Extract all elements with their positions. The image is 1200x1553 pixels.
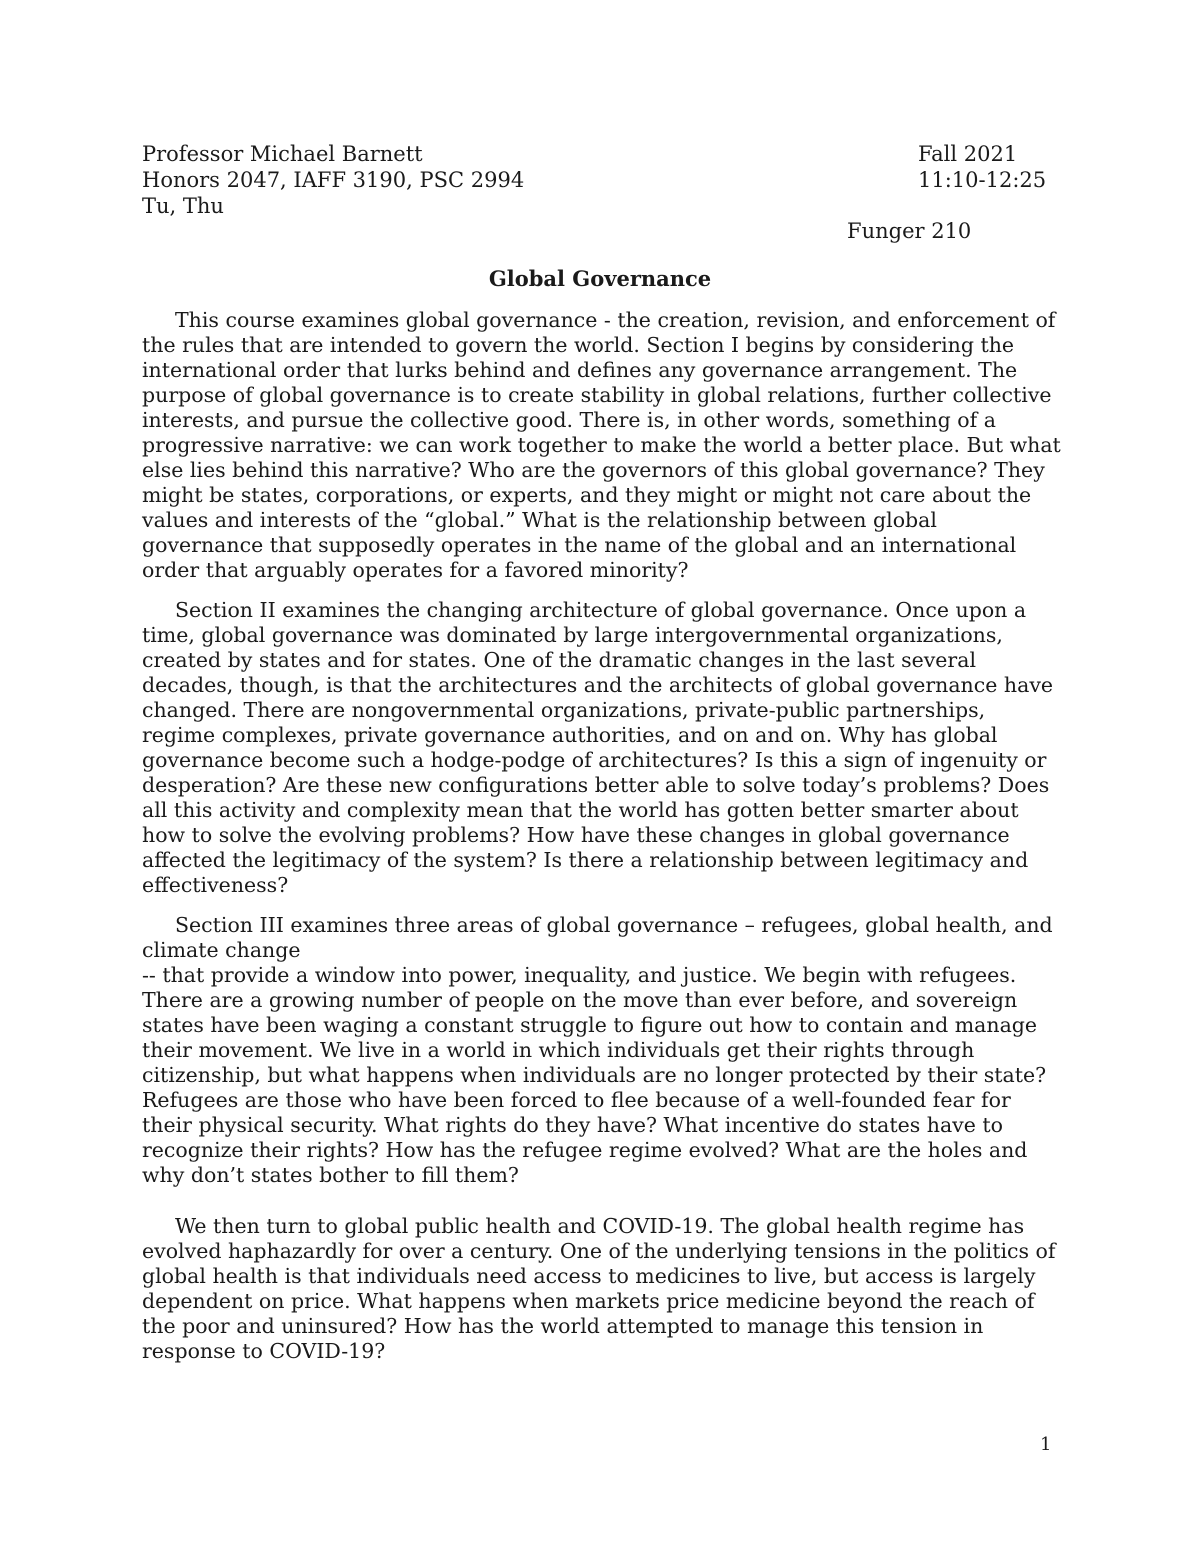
term: Fall 2021 xyxy=(918,142,1018,166)
paragraph-section-3-refugees: -- that provide a window into power, inequality, and justice. We begin with refugees. There are a growing number of people on the move than ever before, and sovereign states have been waging a constant struggle to figure out how to contain and manage their movement. We live in a world in which individuals get their rights through citizenship, but what happens when individuals are no longer protected by their state? Refugees are those who have been forced to flee because of a well-founded fear for their physical security. What rights do they have? What incentive do states have to recognize their rights? How has the refugee regime evolved? What are the holes and why don’t states bother to fill them? xyxy=(142,963,1047,1187)
header-left-block xyxy=(142,141,524,219)
page-number: 1 xyxy=(1040,1434,1052,1455)
room: Funger 210 xyxy=(847,219,972,243)
paragraph-section-2: Section II examines the changing architecture of global governance. Once upon a time, global governance was dominated by large intergovernmental organizations, created by states and for states. One of the dramatic changes in the last several decades, though, is that the architectures and the architects of global governance have changed. There are nongovernmental organizations, private-public partnerships, regime complexes, private governance authorities, and on and on. Why has global governance become such a hodge-podge of architectures? Is this a sign of ingenuity or desperation? Are these new configurations better able to solve today’s problems? Does all this activity and complexity mean that the world has gotten better smarter about how to solve the evolving problems? How have these changes in global governance affected the legitimacy of the system? Is there a relationship between legitimacy and effectiveness? xyxy=(142,598,1054,897)
paragraph-section-1: This course examines global governance - the creation, revision, and enforcement of the rules that are intended to govern the world. Section I begins by considering the international order that lurks behind and defines any governance arrangement. The purpose of global governance is to create stability in global relations, further collective interests, and pursue the collective good. There is, in other words, something of a progressive narrative: we can work together to make the world a better place. But what else lies behind this narrative? Who are the governors of this global governance? They might be states, corporations, or experts, and they might or might not care about the values and interests of the “global.” What is the relationship between global governance that supposedly operates in the name of the global and an international order that arguably operates for a favored minority? xyxy=(142,308,1061,582)
class-days: Tu, Thu xyxy=(142,194,224,218)
document-title: Global Governance xyxy=(488,266,712,291)
professor-name: Professor Michael Barnett xyxy=(142,142,423,166)
paragraph-global-health: We then turn to global public health and COVID-19. The global health regime has evolved haphazardly for over a century. One of the underlying tensions in the politics of global health is that individuals need access to medicines to live, but access is largely dependent on price. What happens when markets price medicine beyond the reach of the poor and uninsured? How has the world attempted to manage this tension in response to COVID-19? xyxy=(142,1214,1056,1363)
document-body xyxy=(142,308,1062,1379)
course-numbers: Honors 2047, IAFF 3190, PSC 2994 xyxy=(142,168,525,192)
class-time: 11:10-12:25 xyxy=(918,168,1047,192)
paragraph-section-3-intro: Section III examines three areas of global governance – refugees, global health, and climate change xyxy=(142,913,1053,962)
